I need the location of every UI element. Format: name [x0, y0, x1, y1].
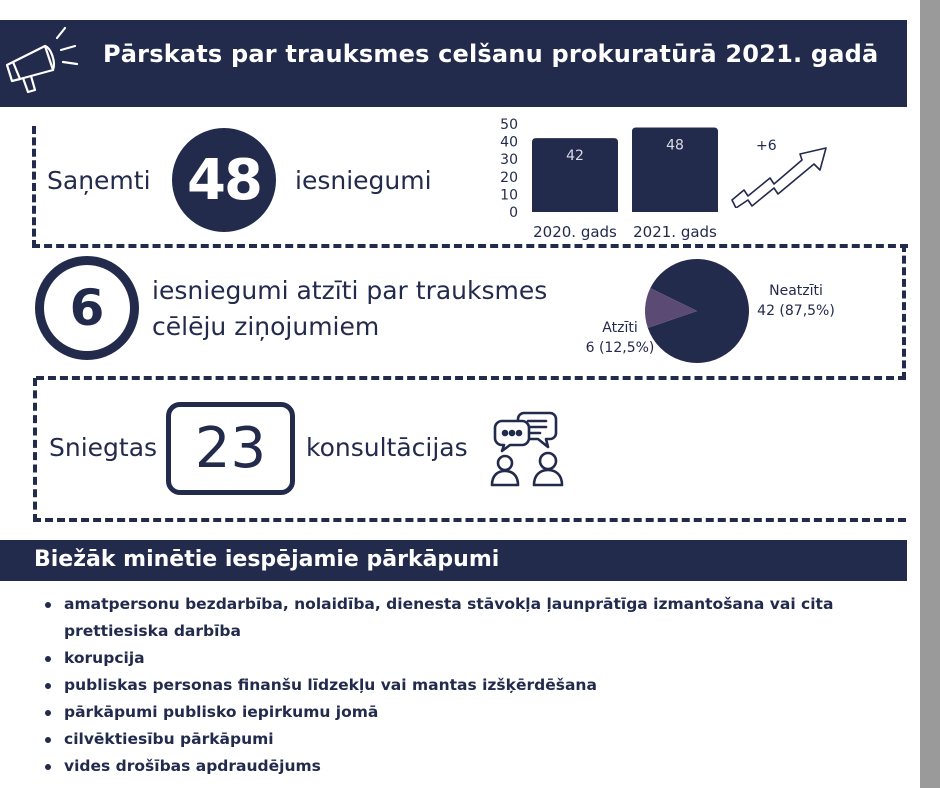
- list-item: vides drošības apdraudējums: [40, 753, 860, 780]
- consultations-count-box: [166, 402, 295, 495]
- bar-data-label: 48: [666, 137, 684, 154]
- frame-bottom-3: [33, 518, 906, 522]
- received-count: 48: [187, 147, 261, 213]
- growth-label: +6: [756, 138, 777, 154]
- consultations-prefix: Sniegtas: [49, 433, 158, 462]
- pie-label-atziti-value: 6 (12,5%): [585, 340, 655, 356]
- y-tick-label: 50: [500, 117, 518, 133]
- pie-label-neatziti-name: Neatzīti: [769, 283, 823, 299]
- pie-label-atziti: [581, 318, 659, 358]
- consultation-people-icon: [488, 405, 572, 487]
- y-tick-label: 10: [500, 187, 518, 204]
- list-item: amatpersonu bezdarbība, nolaidība, dienesta stāvokļa ļaunprātīga izmantošana vai cita prettiesiska darbība: [40, 591, 860, 645]
- pie-label-neatziti-value: 42 (87,5%): [757, 303, 835, 319]
- y-tick-label: 30: [500, 152, 518, 169]
- pie-label-atziti-name: Atzīti: [602, 320, 638, 336]
- page-title: Pārskats par trauksmes celšanu prokuratūrā 2021. gadā: [103, 40, 879, 68]
- violations-list: [40, 591, 860, 780]
- megaphone-icon: [3, 24, 81, 96]
- right-edge-bar: [920, 0, 940, 788]
- bar-data-label: 42: [566, 148, 584, 165]
- trend-arrow-icon: [730, 144, 830, 208]
- violations-section-bar: [0, 540, 907, 581]
- y-tick-label: 40: [500, 134, 518, 151]
- frame-left-1: [32, 126, 36, 248]
- y-tick-label: 20: [500, 169, 518, 186]
- x-category-label: 2021. gads: [633, 223, 717, 241]
- received-count-badge: [172, 128, 276, 232]
- consultations-count: 23: [194, 416, 267, 481]
- x-category-label: 2020. gads: [533, 223, 617, 241]
- frame-left-3: [33, 378, 37, 522]
- list-item: cilvēktiesību pārkāpumi: [40, 726, 860, 753]
- whistleblower-text-line1: iesniegumi atzīti par trauksmes: [152, 276, 548, 305]
- received-suffix: iesniegumi: [295, 166, 432, 195]
- frame-bottom-2: [36, 376, 906, 380]
- violations-title: Biežāk minētie iespējamie pārkāpumi: [34, 547, 500, 572]
- frame-right-2: [902, 244, 906, 380]
- whistleblower-text-line2: cēlēju ziņojumiem: [152, 312, 380, 341]
- whistleblower-count: 6: [69, 279, 105, 337]
- consultations-suffix: konsultācijas: [306, 433, 468, 462]
- received-prefix: Saņemti: [47, 166, 151, 195]
- bar-chart: [480, 112, 740, 247]
- y-tick-label: 0: [509, 205, 518, 221]
- list-item: pārkāpumi publisko iepirkumu jomā: [40, 699, 860, 726]
- list-item: publiskas personas finanšu līdzekļu vai mantas izšķērdēšana: [40, 672, 860, 699]
- whistleblower-count-badge: [35, 256, 139, 360]
- frame-bottom-1: [32, 244, 908, 248]
- list-item: korupcija: [40, 645, 860, 672]
- pie-label-neatziti: [756, 281, 836, 321]
